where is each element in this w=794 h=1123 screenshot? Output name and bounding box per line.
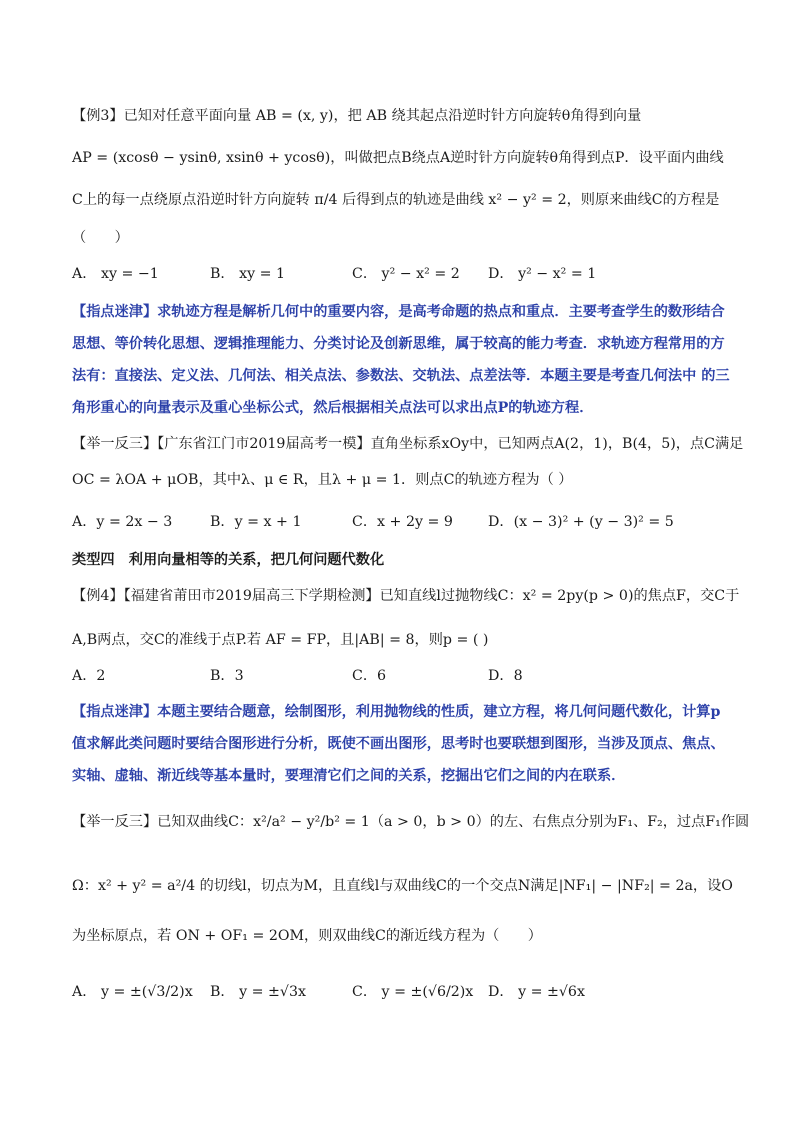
option-d: D．(x − 3)² + (y − 3)² = 5 xyxy=(488,514,674,530)
tip1-line1: 【指点迷津】求轨迹方程是解析几何中的重要内容，是高考命题的热点和重点．主要考查学生的数形结合 xyxy=(72,304,725,320)
option-b: B． y = ±√3x xyxy=(210,984,307,1000)
practice1-line2: OC = λOA + μOB，其中λ、μ ∈ R，且λ + μ = 1．则点C的轨迹方程为（ ） xyxy=(72,472,573,488)
practice2-line3: 为坐标原点，若 ON + OF₁ = 2OM，则双曲线C的渐近线方程为（ ） xyxy=(72,928,542,944)
option-a: A．2 xyxy=(72,668,106,684)
example4-line1: 【例4】【福建省莆田市2019届高三下学期检测】已知直线l过抛物线C：x² = 2py(p > 0)的焦点F，交C于 xyxy=(72,588,740,604)
example3-line1: 【例3】已知对任意平面向量 AB = (x, y)，把 AB 绕其起点沿逆时针方向旋转θ角得到向量 xyxy=(72,108,642,124)
option-c: C．x + 2y = 9 xyxy=(352,514,453,530)
option-d: D．8 xyxy=(488,668,523,684)
example3-line2: AP = (xcosθ − ysinθ, xsinθ + ycosθ)，叫做把点B绕点A逆时针方向旋转θ角得到点P．设平面内曲线 xyxy=(72,150,724,166)
tip2-line3: 实轴、虚轴、渐近线等基本量时，要理清它们之间的关系，挖掘出它们之间的内在联系． xyxy=(72,768,626,784)
practice1-line1: 【举一反三】【广东省江门市2019届高考一模】直角坐标系xOy中，已知两点A(2，1)，B(4，5)，点C满足 xyxy=(72,436,744,452)
section4-heading: 类型四 利用向量相等的关系，把几何问题代数化 xyxy=(72,552,385,568)
option-c: C． y² − x² = 2 xyxy=(352,266,460,282)
practice2-line1: 【举一反三】已知双曲线C：x²/a² − y²/b² = 1（a > 0，b > 0）的左、右焦点分别为F₁、F₂，过点F₁作圆 xyxy=(72,814,750,830)
example3-line3: C上的每一点绕原点沿逆时针方向旋转 π/4 后得到点的轨迹是曲线 x² − y² = 2，则原来曲线C的方程是 xyxy=(72,192,720,208)
option-a: A． y = ±(√3/2)x xyxy=(72,984,193,1000)
option-b: B．3 xyxy=(210,668,244,684)
tip2-line1: 【指点迷津】本题主要结合题意，绘制图形，利用抛物线的性质，建立方程，将几何问题代数化，计算p xyxy=(72,704,721,720)
example4-options xyxy=(72,666,732,686)
tip1-line2: 思想、等价转化思想、逻辑推理能力、分类讨论及创新思维，属于较高的能力考查．求轨迹方程常用的方 xyxy=(72,336,725,352)
option-a: A．y = 2x − 3 xyxy=(72,514,173,530)
tip2-line2: 值求解此类问题时要结合图形进行分析，既使不画出图形，思考时也要联想到图形，当涉及顶点、焦点、 xyxy=(72,736,725,752)
practice2-options xyxy=(72,982,732,1002)
tip1-line3: 法有：直接法、定义法、几何法、相关点法、参数法、交轨法、点差法等．本题主要是考查几何法中 的三 xyxy=(72,368,730,384)
practice1-options xyxy=(72,512,732,532)
option-b: B．y = x + 1 xyxy=(210,514,302,530)
option-c: C． y = ±(√6/2)x xyxy=(352,984,474,1000)
option-c: C．6 xyxy=(352,668,387,684)
example3-options xyxy=(72,264,732,284)
example4-line2: A,B两点，交C的准线于点P.若 AF = FP，且|AB| = 8，则p = ( ) xyxy=(72,632,489,648)
option-a: A． xy = −1 xyxy=(72,266,159,282)
option-d: D． y² − x² = 1 xyxy=(488,266,597,282)
practice2-line2: Ω：x² + y² = a²/4 的切线l，切点为M，且直线l与双曲线C的一个交点N满足|NF₁| − |NF₂| = 2a，设O xyxy=(72,878,733,894)
option-b: B． xy = 1 xyxy=(210,266,286,282)
example3-line4: （ ） xyxy=(72,230,129,246)
tip1-line4: 角形重心的向量表示及重心坐标公式，然后根据相关点法可以求出点P的轨迹方程． xyxy=(72,400,594,416)
option-d: D． y = ±√6x xyxy=(488,984,585,1000)
